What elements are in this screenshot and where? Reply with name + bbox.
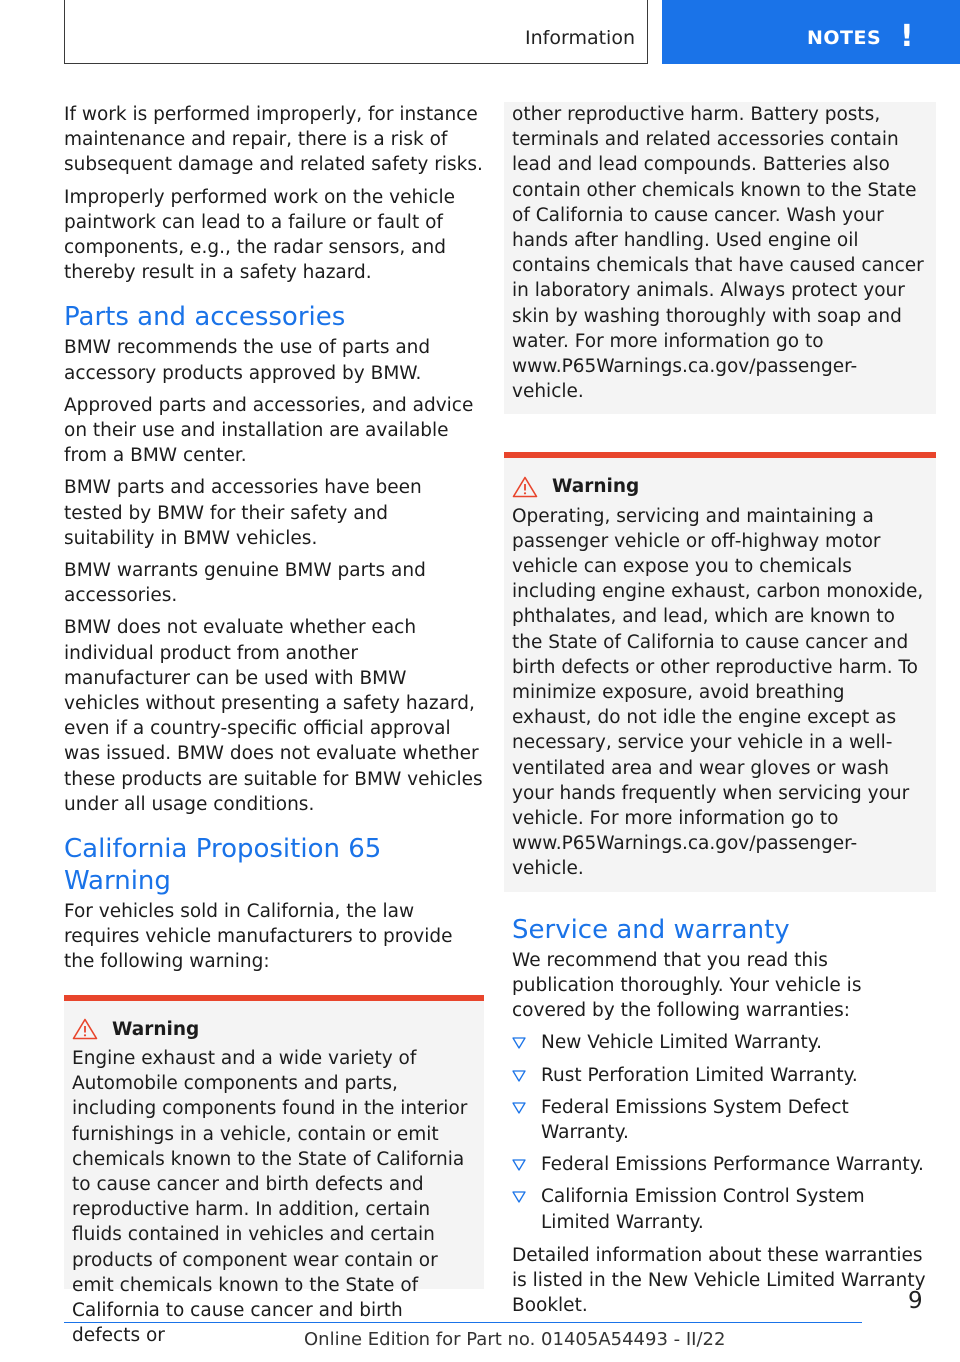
bullet-triangle-icon	[512, 1159, 526, 1171]
list-item	[512, 1184, 928, 1234]
footer-edition: Online Edition for Part no. 01405A54493 - II/22	[304, 1329, 726, 1350]
right-column	[512, 102, 928, 1325]
list-item-text: New Vehicle Limited Warranty.	[541, 1032, 822, 1054]
header-notes-exclamation: !	[900, 19, 914, 54]
page-number: 9	[908, 1288, 923, 1314]
warning-body: Operating, servicing and maintaining a passenger vehicle or off-highway motor vehicle can expose you to chemicals including engine exhaust, carbon monoxide, phthalates, and lead, which are known to the State of California to cause cancer and birth defects or other reproductive harm. To minimize exposure, avoid breathing exhaust, do not idle the engine except as necessary, service your vehicle in a well-ventilated area and wear gloves or wash your hands frequently when servicing your vehicle. For more information go to www.P65Warnings.ca.gov/passenger-vehicle.	[512, 505, 924, 880]
header-section-title: Information	[525, 27, 635, 49]
bullet-triangle-icon	[512, 1191, 526, 1203]
paragraph: We recommend that you read this publication thoroughly. Your vehicle is covered by the following warranties:	[512, 949, 862, 1022]
list-item	[512, 1063, 928, 1088]
warning-box	[64, 995, 484, 1347]
bullet-triangle-icon	[512, 1070, 526, 1082]
paragraph: BMW parts and accessories have been tested by BMW for their safety and suitability in BMW vehicles.	[64, 477, 422, 549]
warning-title: Warning	[552, 476, 640, 498]
paragraph: BMW recommends the use of parts and accessory products approved by BMW.	[64, 337, 431, 384]
header-section-box	[64, 0, 648, 64]
warning-triangle-icon	[512, 476, 538, 498]
paragraph: Approved parts and accessories, and advice on their use and installation are available from a BMW center.	[64, 394, 474, 467]
paragraph: For vehicles sold in California, the law requires vehicle manufacturers to provide the following warning:	[64, 901, 453, 973]
heading-prop65: California Proposition 65 Warning	[64, 834, 382, 897]
warning-box-continued	[504, 102, 936, 414]
list-item	[512, 1152, 928, 1177]
bullet-triangle-icon	[512, 1037, 526, 1049]
left-column	[64, 102, 484, 1347]
footer-divider	[64, 1322, 862, 1323]
warning-box	[504, 452, 936, 891]
warning-triangle-icon	[72, 1018, 98, 1040]
list-item	[512, 1030, 928, 1055]
header-notes-label: NOTES	[807, 27, 882, 49]
bullet-triangle-icon	[512, 1102, 526, 1114]
paragraph: BMW warrants genuine BMW parts and accessories.	[64, 560, 426, 607]
warning-body: Engine exhaust and a wide variety of Automobile components and parts, including components found in the interior furnishings in a vehicle, contain or emit chemicals known to the State of California to cause cancer and birth defects and reproductive harm. In addition, certain fluids contained in vehicles and certain products of component wear contain or emit chemicals known to the State of California to cause cancer and birth defects or	[72, 1047, 468, 1347]
heading-service-warranty: Service and warranty	[512, 914, 790, 945]
warning-body-continued: other reproductive harm. Battery posts, terminals and related accessories contain lead and lead compounds. Batteries also contain other chemicals known to the State of California to cause cancer. Wash your hands after handling. Used engine oil contains chemicals that have caused cancer in laboratory animals. Always protect your skin by washing thoroughly with soap and water. For more information go to www.P65Warnings.ca.gov/passenger-vehicle.	[512, 104, 924, 403]
warning-header	[512, 474, 928, 499]
header-notes-tab	[662, 0, 960, 64]
paragraph: Improperly performed work on the vehicle paintwork can lead to a failure or fault of components, e.g., the radar sensors, and thereby result in a safety hazard.	[64, 186, 456, 284]
list-item-text: Federal Emissions Performance Warranty.	[541, 1154, 924, 1176]
heading-parts-accessories: Parts and accessories	[64, 302, 346, 333]
list-item-text: Rust Perforation Limited Warranty.	[541, 1064, 858, 1086]
warning-header	[72, 1017, 476, 1042]
paragraph: If work is performed improperly, for instance maintenance and repair, there is a risk of subsequent damage and related safety risks.	[64, 104, 483, 176]
paragraph: Detailed information about these warranties is listed in the New Vehicle Limited Warranty Booklet.	[512, 1244, 926, 1317]
list-item-text: Federal Emissions System Defect Warranty.	[541, 1096, 849, 1143]
paragraph: BMW does not evaluate whether each individual product from another manufacturer can be used with BMW vehicles without presenting a safety hazard, even if a country-specific official approval was issued. BMW does not evaluate whether these products are suitable for BMW vehicles under all usage conditions.	[64, 617, 483, 815]
warranty-list	[512, 1030, 928, 1234]
list-item-text: California Emission Control System Limited Warranty.	[541, 1186, 865, 1233]
list-item	[512, 1095, 928, 1145]
warning-title: Warning	[112, 1018, 200, 1040]
